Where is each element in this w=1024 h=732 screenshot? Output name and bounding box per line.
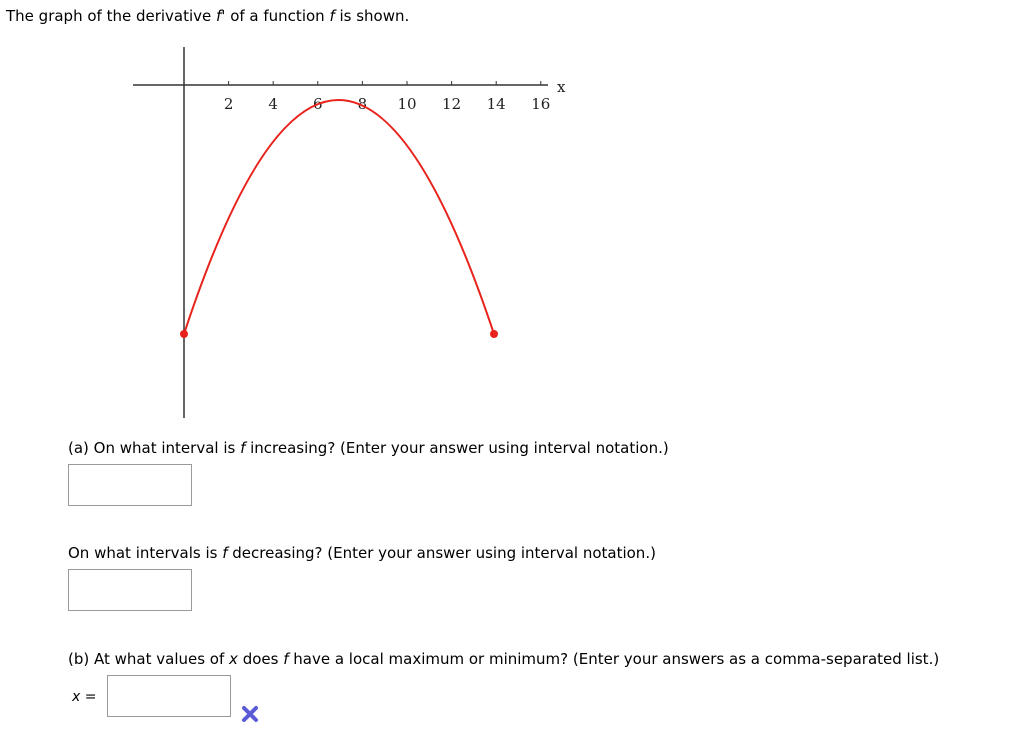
incorrect-x-icon (241, 705, 259, 723)
x-tick-label-16: 16 (531, 95, 551, 113)
derivative-graph (0, 0, 620, 430)
intro-text-3: is shown. (334, 7, 410, 25)
x-tick-label-6: 6 (313, 95, 323, 113)
answer-x-label (72, 688, 96, 706)
qb-x: x (229, 650, 238, 668)
decreasing-interval-input[interactable] (68, 569, 192, 611)
intro-fprime: f' (216, 7, 226, 25)
qb-f: f (283, 650, 289, 668)
x-axis-tick-labels (224, 95, 551, 113)
x-tick-label-12: 12 (442, 95, 462, 113)
answer-x-equals: = (80, 689, 97, 705)
question-a-text (68, 438, 669, 458)
x-tick-label-10: 10 (397, 95, 417, 113)
increasing-interval-input[interactable] (68, 464, 192, 506)
answer-x-var: x (72, 689, 81, 705)
qb-prefix: (b) At what values of (68, 650, 230, 668)
qa2-prefix: On what intervals is (68, 544, 223, 562)
qa-f: f (240, 439, 246, 457)
right-endpoint-dot (490, 330, 498, 338)
extrema-x-input[interactable] (107, 675, 231, 717)
qa-suffix: increasing? (Enter your answer using interval notation.) (245, 439, 669, 457)
x-axis-label: x (557, 78, 566, 96)
intro-f: f (329, 7, 335, 25)
intro-text-2: of a function (225, 7, 330, 25)
x-tick-label-8: 8 (357, 95, 368, 113)
x-tick-label-2: 2 (223, 95, 234, 113)
x-tick-label-14: 14 (486, 95, 506, 113)
qa-prefix: (a) On what interval is (68, 439, 241, 457)
qa2-suffix: decreasing? (Enter your answer using interval notation.) (227, 544, 656, 562)
question-a2-text (68, 543, 656, 563)
derivative-curve (184, 100, 494, 334)
x-tick-label-4: 4 (268, 95, 278, 113)
left-endpoint-dot (180, 330, 188, 338)
qb-mid: does (237, 650, 284, 668)
question-b-text (68, 649, 939, 669)
qb-suffix: have a local maximum or minimum? (Enter your answers as a comma-separated list.) (288, 650, 940, 668)
intro-text-1: The graph of the derivative (6, 7, 217, 25)
qa2-f: f (222, 544, 228, 562)
